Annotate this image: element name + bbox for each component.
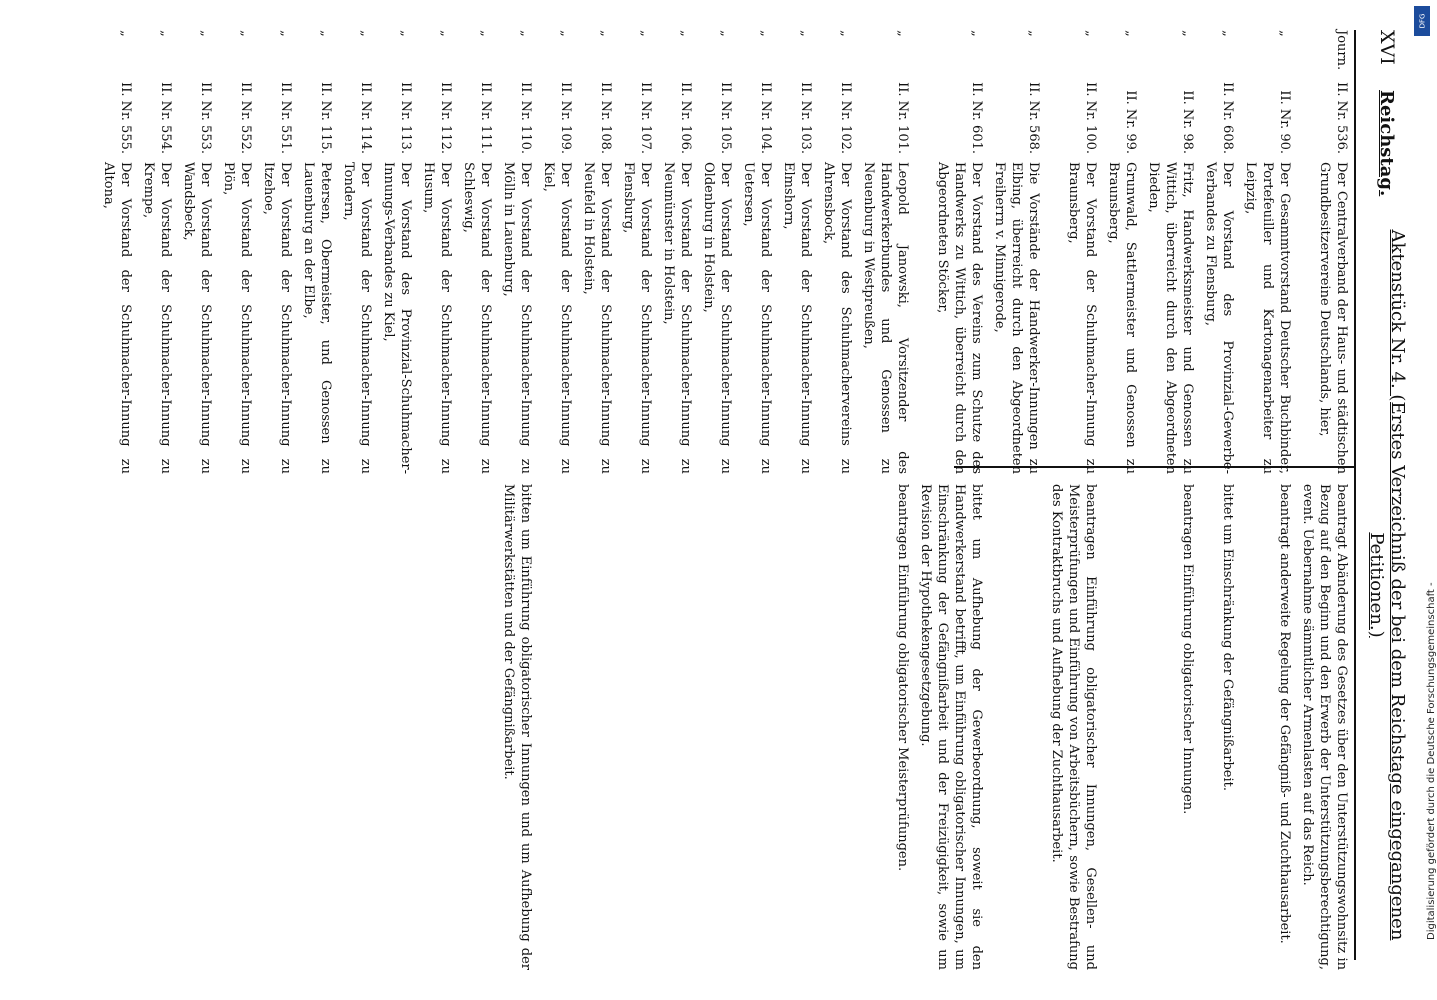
petition-number: II. Nr. 554.: [158, 82, 173, 154]
petitioner: Petersen, Obermeister, und Genossen zu Lauenburg an der Elbe,: [301, 162, 333, 474]
petition-row: [820, 30, 854, 970]
petition-row: [917, 30, 985, 970]
petition-row: [1242, 30, 1293, 970]
petition-number: II. Nr. 552.: [238, 82, 253, 154]
journal-mark: „: [718, 30, 733, 37]
rotated-page: [12, 0, 1412, 980]
petition-row: [420, 30, 454, 970]
petitioner: Die Vorstände der Handwerker-Innungen zu Elbing, überreicht durch den Abgeordneten Freiherrn v. Minnigerode,: [992, 162, 1041, 474]
petition-row: [140, 30, 174, 970]
journal-mark: „: [118, 30, 133, 37]
petition-row: [620, 30, 654, 970]
petition-number: II. Nr. 115.: [318, 82, 333, 154]
petition-request: bitten um Einführung obligatorischer Innungen und um Aufhebung der Militärwerkstätten und der Gefängnißarbeit.: [501, 484, 533, 970]
petitioner: Der Vorstand der Schuhmacher-Innung zu Flensburg,: [621, 162, 653, 474]
petition-number: II. Nr. 553.: [198, 82, 213, 154]
petition-row: [580, 30, 614, 970]
petition-request: beantragen Einführung obligatorischer Meisterprüfungen.: [895, 484, 910, 872]
digitization-note-text: Digitalisierung gefördert durch die Deutsche Forschungsgemeinschaft -: [1426, 582, 1437, 940]
petition-row: [1202, 30, 1236, 970]
petition-number: II. Nr. 106.: [678, 82, 693, 154]
journal-mark: „: [398, 30, 413, 37]
petition-row: [260, 30, 294, 970]
petitioner: Der Vorstand der Schuhmacher-Innung zu Mölln in Lauenburg,: [501, 162, 533, 474]
journal-mark: „: [278, 30, 293, 37]
petitioner: Der Vorstand des Provinzial-Gewerbe-Verbandes zu Flensburg,: [1203, 162, 1235, 474]
petition-row: [740, 30, 774, 970]
header-rule: [1354, 30, 1356, 960]
journal-mark: „: [1220, 30, 1235, 37]
petition-number: II. Nr. 105.: [718, 82, 733, 154]
journal-mark: „: [678, 30, 693, 37]
journal-mark: Journ.: [1334, 30, 1349, 71]
journal-mark: „: [895, 30, 910, 37]
petitioner: Der Vorstand der Schuhmacher-Innung zu Neufeld in Holstein,: [581, 162, 613, 474]
petitioner: Der Vorstand der Schuhmacher-Innung zu Schleswig,: [461, 162, 493, 474]
journal-mark: „: [838, 30, 853, 37]
page-header: [1362, 30, 1412, 960]
petitioner: Der Vorstand der Schuhmacher-Innung zu Kiel,: [541, 162, 573, 474]
petitioner: Der Vorstand des Vereins zum Schutze des Handwerks zu Wittich, überreicht durch den Abgeordneten Stöcker,: [935, 162, 984, 474]
petition-number: II. Nr. 555.: [118, 82, 133, 154]
journal-mark: „: [558, 30, 573, 37]
digitization-note: [1412, 80, 1437, 940]
petition-row: [780, 30, 814, 970]
petition-number: II. Nr. 104.: [758, 82, 773, 154]
petition-row: [340, 30, 374, 970]
petition-row: [500, 30, 534, 970]
petition-row: [220, 30, 254, 970]
page-number: XVI: [1376, 30, 1398, 65]
petition-number: II. Nr. 98.: [1180, 90, 1195, 154]
journal-mark: „: [1026, 30, 1041, 37]
petitioner: Der Vorstand der Schuhmacher-Innung zu Tondern,: [341, 162, 373, 474]
journal-mark: „: [758, 30, 773, 37]
petition-request: beantragt anderweite Regelung der Gefängniß- und Zuchthausarbeit.: [1277, 484, 1292, 944]
petition-request: beantragen Einführung obligatorischer Innungen.: [1180, 484, 1195, 815]
petitioner: Der Centralverband der Haus- und städtischen Grundbesitzervereine Deutschlands, hier,: [1317, 162, 1349, 474]
journal-mark: „: [638, 30, 653, 37]
dfg-logo-text: DFG: [1418, 13, 1426, 29]
petitioner: Grunwald, Sattlermeister und Genossen zu Braunsberg,: [1106, 162, 1138, 474]
petitioner: Der Vorstand der Schuhmacher-Innung zu Braunsberg,: [1066, 162, 1098, 474]
petition-request: bittet um Aufhebung der Gewerbeordnung, soweit sie den Handwerkerstand betrifft, um Einführung obligatorischer Innungen, um Einschränkung der Gefängnißarbeit und der Freizügigkeit, sowie um Revision der Hypothekengesetzgebung.: [918, 484, 984, 970]
petition-row: [700, 30, 734, 970]
journal-mark: „: [358, 30, 373, 37]
petition-number: II. Nr. 568.: [1026, 82, 1041, 154]
petitioner: Der Vorstand der Schuhmacher-Innung zu Husum,: [421, 162, 453, 474]
petition-number: II. Nr. 100.: [1083, 82, 1098, 154]
petition-row: [1299, 30, 1350, 970]
petitioner: Der Vorstand der Schuhmacher-Innung zu Itzehoe,: [261, 162, 293, 474]
petition-number: II. Nr. 114.: [358, 82, 373, 154]
petitioner: Der Vorstand der Schuhmacher-Innung zu Elmshorn,: [781, 162, 813, 474]
page-title: Aktenstück Nr. 4. (Erstes Verzeichniß der bei dem Reichstage eingegangenen Petitionen.): [1366, 229, 1408, 941]
petition-number: II. Nr. 608.: [1220, 82, 1235, 154]
journal-mark: „: [198, 30, 213, 37]
petition-number: II. Nr. 99.: [1123, 90, 1138, 154]
petitioner: Der Vorstand der Schuhmacher-Innung zu Wandsbeck,: [181, 162, 213, 474]
journal-mark: „: [598, 30, 613, 37]
petition-number: II. Nr. 110.: [518, 82, 533, 154]
petition-number: II. Nr. 107.: [638, 82, 653, 154]
petition-number: II. Nr. 109.: [558, 82, 573, 154]
petition-row: [300, 30, 334, 970]
journal-mark: „: [438, 30, 453, 37]
petition-number: II. Nr. 551.: [278, 82, 293, 154]
journal-mark: „: [238, 30, 253, 37]
journal-mark: „: [969, 30, 984, 37]
petition-row: [1145, 30, 1196, 970]
petition-number: II. Nr. 108.: [598, 82, 613, 154]
petition-number: II. Nr. 111.: [478, 82, 493, 154]
journal-mark: „: [1277, 30, 1292, 37]
petitioner: Der Vorstand des Provinzial-Schuhmacher-Innungs-Verbandes zu Kiel,: [381, 162, 413, 474]
petition-number: II. Nr. 101.: [895, 82, 910, 154]
petitioner: Der Vorstand der Schuhmacher-Innung zu Neumünster in Holstein,: [661, 162, 693, 474]
petition-number: II. Nr. 112.: [438, 82, 453, 154]
petitioner: Der Vorstand der Schuhmacher-Innung zu Oldenburg in Holstein,: [701, 162, 733, 474]
petition-number: II. Nr. 113.: [398, 82, 413, 154]
journal-mark: „: [1083, 30, 1098, 37]
petition-row: [380, 30, 414, 970]
petition-request: beantragt Abänderung des Gesetzes über den Unterstützungswohnsitz in Bezug auf den Beginn und den Erwerb der Unterstützungsberechtigung, event. Uebernahme sämmtlicher Armenlasten auf das Reich.: [1300, 484, 1349, 970]
petitioner: Der Vorstand der Schuhmacher-Innung zu Altona,: [101, 162, 133, 474]
petition-row: [180, 30, 214, 970]
petition-number: II. Nr. 102.: [838, 82, 853, 154]
petition-row: [100, 30, 134, 970]
petitioner: Der Vorstand des Schuhmachervereins zu Ahrensbock,: [821, 162, 853, 474]
petition-request: bittet um Einschränkung der Gefängnißarbeit.: [1220, 484, 1235, 791]
petition-row: [660, 30, 694, 970]
petitioner: Der Vorstand der Schuhmacher-Innung zu Krempe,: [141, 162, 173, 474]
petitioner: Der Gesammtvorstand Deutscher Buchbinder, Portefeuiller und Kartonagenarbeiter zu Leipzig,: [1243, 162, 1292, 474]
petitioner: Leopold Janowski, Vorsitzender des Handwerkerbundes und Genossen zu Neuenburg in Westpreußen,: [861, 162, 910, 474]
dfg-logo: [1414, 6, 1430, 36]
petition-row: [460, 30, 494, 970]
journal-mark: „: [478, 30, 493, 37]
petitioner: Der Vorstand der Schuhmacher-Innung zu Plön,: [221, 162, 253, 474]
journal-mark: „: [318, 30, 333, 37]
journal-mark: „: [518, 30, 533, 37]
journal-mark: „: [158, 30, 173, 37]
petition-number: II. Nr. 90.: [1277, 90, 1292, 154]
petition-number: II. Nr. 536.: [1334, 82, 1349, 154]
petition-row: [1048, 30, 1099, 970]
journal-mark: „: [798, 30, 813, 37]
petition-list: [94, 30, 1350, 970]
journal-mark: „: [1180, 30, 1195, 37]
section-title: Reichstag.: [1376, 90, 1398, 197]
journal-mark: „: [1123, 30, 1138, 37]
petition-row: [991, 30, 1042, 970]
petition-row: [860, 30, 911, 970]
petition-number: II. Nr. 103.: [798, 82, 813, 154]
petition-number: II. Nr. 601.: [969, 82, 984, 154]
petition-request: beantragen Einführung obligatorischer Innungen, Gesellen- und Meisterprüfungen und Einführung von Arbeitsbüchern, sowie Bestrafung des Kontraktbruchs und Aufhebung der Zuchthausarbeit.: [1049, 484, 1098, 970]
petitioner: Fritz, Handwerksmeister und Genossen zu Wittich, überreicht durch den Abgeordneten Dieden,: [1146, 162, 1195, 474]
petition-row: [1105, 30, 1139, 970]
petitioner: Der Vorstand der Schuhmacher-Innung zu Uetersen,: [741, 162, 773, 474]
petition-row: [540, 30, 574, 970]
